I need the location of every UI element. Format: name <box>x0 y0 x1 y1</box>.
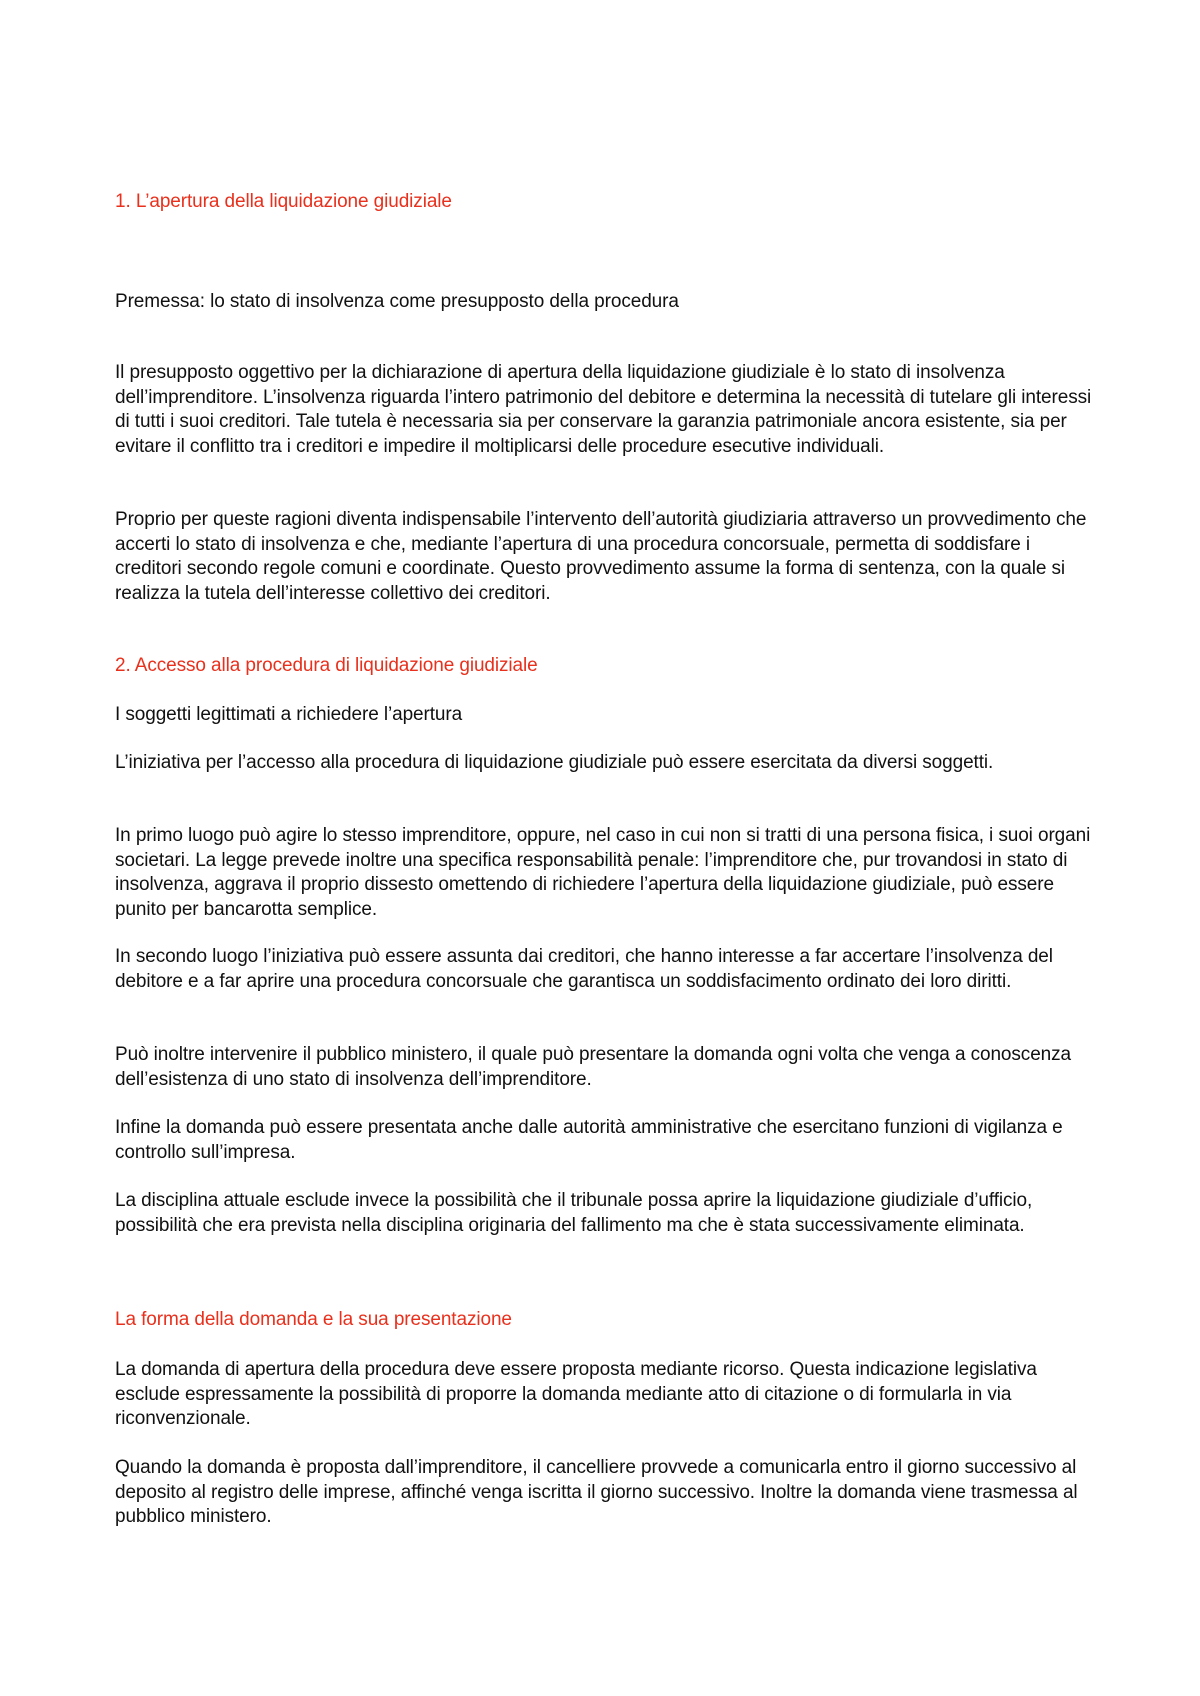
section-heading-1: 1. L’apertura della liquidazione giudiziale <box>115 191 452 212</box>
paragraph-7: Infine la domanda può essere presentata anche dalle autorità amministrative che esercitano funzioni di vigilanza e controllo sull’impresa. <box>115 1117 1063 1163</box>
paragraph-9: La domanda di apertura della procedura deve essere proposta mediante ricorso. Questa indicazione legislativa esclude espressamente la possibilità di proporre la domanda mediante atto di citazione o di formularla in via riconvenzionale. <box>115 1359 1037 1429</box>
paragraph-10: Quando la domanda è proposta dall’imprenditore, il cancelliere provvede a comunicarla entro il giorno successivo al deposito al registro delle imprese, affinché venga iscritta il giorno successivo. Inoltre la domanda viene trasmessa al pubblico ministero. <box>115 1457 1078 1527</box>
section-heading-3: La forma della domanda e la sua presentazione <box>115 1309 512 1330</box>
paragraph-4: In primo luogo può agire lo stesso imprenditore, oppure, nel caso in cui non si tratti di una persona fisica, i suoi organi societari. La legge prevede inoltre una specifica responsabilità penale: l’imprenditore che, pur trovandosi in stato di insolvenza, aggrava il proprio dissesto omettendo di richiedere l’apertura della liquidazione giudiziale, può essere punito per bancarotta semplice. <box>115 825 1091 920</box>
paragraph-3: L’iniziativa per l’accesso alla procedura di liquidazione giudiziale può essere esercitata da diversi soggetti. <box>115 752 994 773</box>
section-subtitle-2: I soggetti legittimati a richiedere l’apertura <box>115 704 463 725</box>
section-subtitle-1: Premessa: lo stato di insolvenza come presupposto della procedura <box>115 291 679 312</box>
paragraph-1: Il presupposto oggettivo per la dichiarazione di apertura della liquidazione giudiziale è lo stato di insolvenza dell’imprenditore. L’insolvenza riguarda l’intero patrimonio del debitore e determina la necessità di tutelare gli interessi di tutti i suoi creditori. Tale tutela è necessaria sia per conservare la garanzia patrimoniale ancora esistente, sia per evitare il conflitto tra i creditori e impedire il moltiplicarsi delle procedure esecutive individuali. <box>115 362 1092 457</box>
paragraph-5: In secondo luogo l’iniziativa può essere assunta dai creditori, che hanno interesse a far accertare l’insolvenza del debitore e a far aprire una procedura concorsuale che garantisca un soddisfacimento ordinato dei loro diritti. <box>115 946 1053 992</box>
section-heading-2: 2. Accesso alla procedura di liquidazione giudiziale <box>115 655 538 676</box>
paragraph-6: Può inoltre intervenire il pubblico ministero, il quale può presentare la domanda ogni volta che venga a conoscenza dell’esistenza di uno stato di insolvenza dell’imprenditore. <box>115 1044 1071 1090</box>
paragraph-8: La disciplina attuale esclude invece la possibilità che il tribunale possa aprire la liquidazione giudiziale d’ufficio, possibilità che era prevista nella disciplina originaria del fallimento ma che è stata successivamente eliminata. <box>115 1190 1033 1236</box>
paragraph-2: Proprio per queste ragioni diventa indispensabile l’intervento dell’autorità giudiziaria attraverso un provvedimento che accerti lo stato di insolvenza e che, mediante l’apertura di una procedura concorsuale, permetta di soddisfare i creditori secondo regole comuni e coordinate. Questo provvedimento assume la forma di sentenza, con la quale si realizza la tutela dell’interesse collettivo dei creditori. <box>115 509 1087 604</box>
